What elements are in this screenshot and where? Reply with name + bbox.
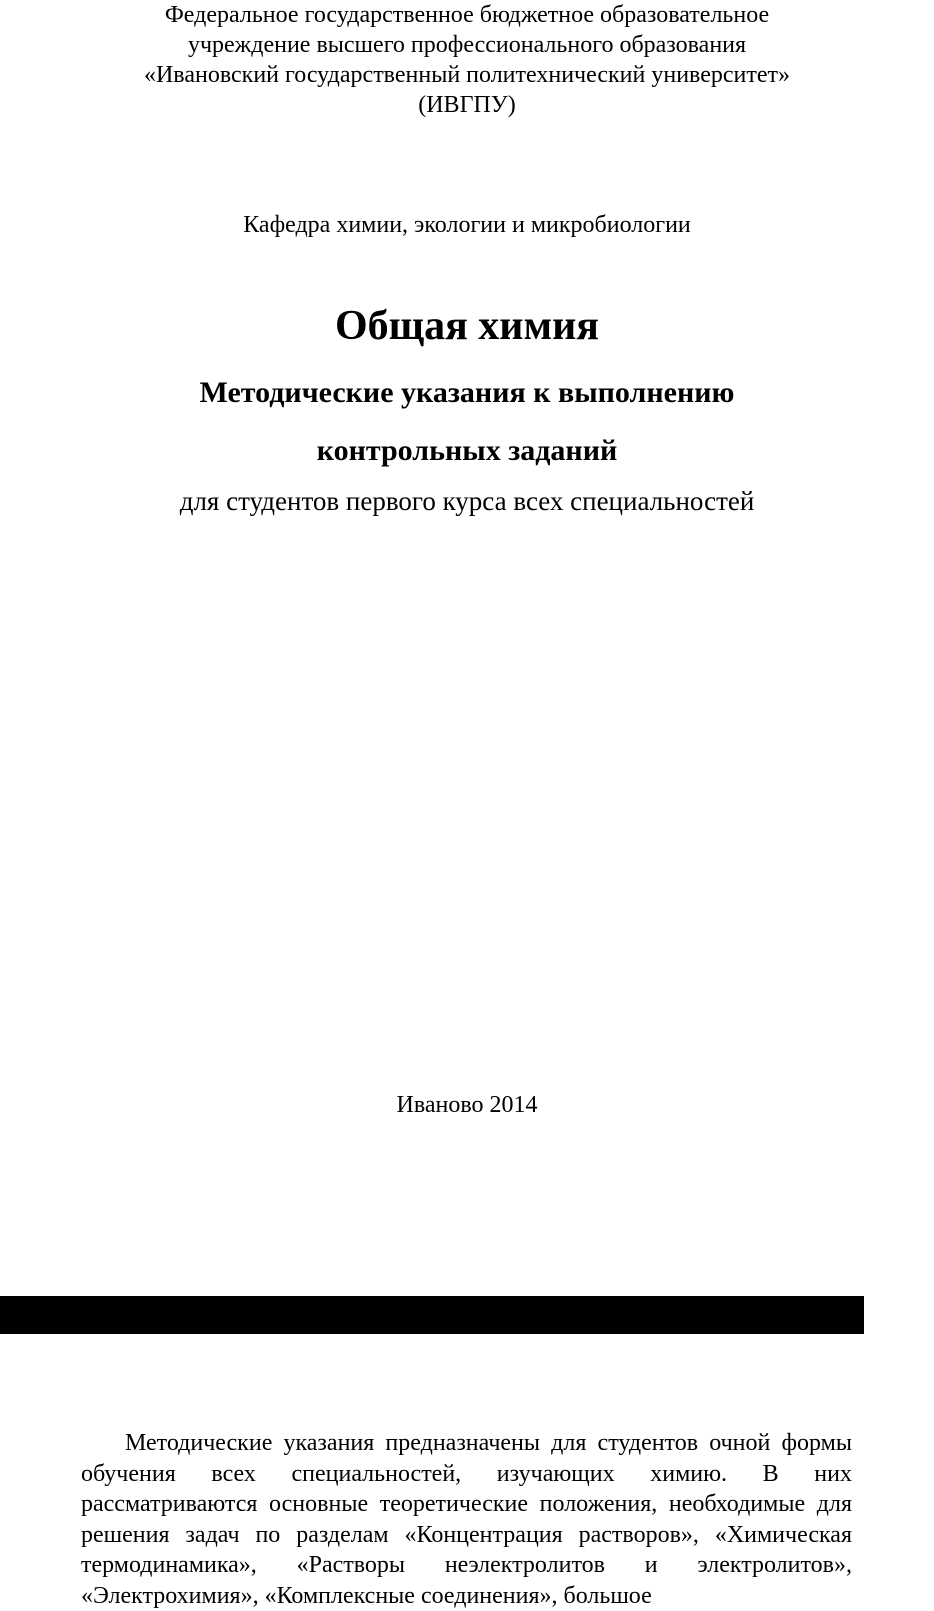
target-audience: для студентов первого курса всех специальностей <box>179 486 755 516</box>
institution-line-4: (ИВГПУ) <box>418 92 516 118</box>
institution-line-2: учреждение высшего профессионального образования <box>187 32 747 58</box>
institution-line-3: «Ивановский государственный политехнический университет» <box>143 62 791 88</box>
document-subtitle <box>0 364 934 480</box>
institution-line-1: Федеральное государственное бюджетное образовательное <box>164 2 770 28</box>
city-year: Иваново 2014 <box>396 1092 538 1118</box>
department-name: Кафедра химии, экологии и микробиологии <box>243 212 691 238</box>
institution-block <box>0 0 934 120</box>
subtitle-line-2: контрольных заданий <box>316 434 618 467</box>
page-separator <box>0 1296 864 1334</box>
second-page <box>0 1334 864 1609</box>
subtitle-line-1: Методические указания к выполнению <box>199 376 735 409</box>
annotation-paragraph: Методические указания предназначены для студентов очной формы обучения всех специальностей, изучающих химию. В них рассматриваются основные теоретические положения, необходимые для решения задач по разделам «Концентрация растворов», «Химическая термодинамика», «Растворы неэлектролитов и электролитов», «Электрохимия», «Комплексные соединения», большое <box>81 1430 852 1609</box>
document-title: Общая химия <box>334 303 600 349</box>
